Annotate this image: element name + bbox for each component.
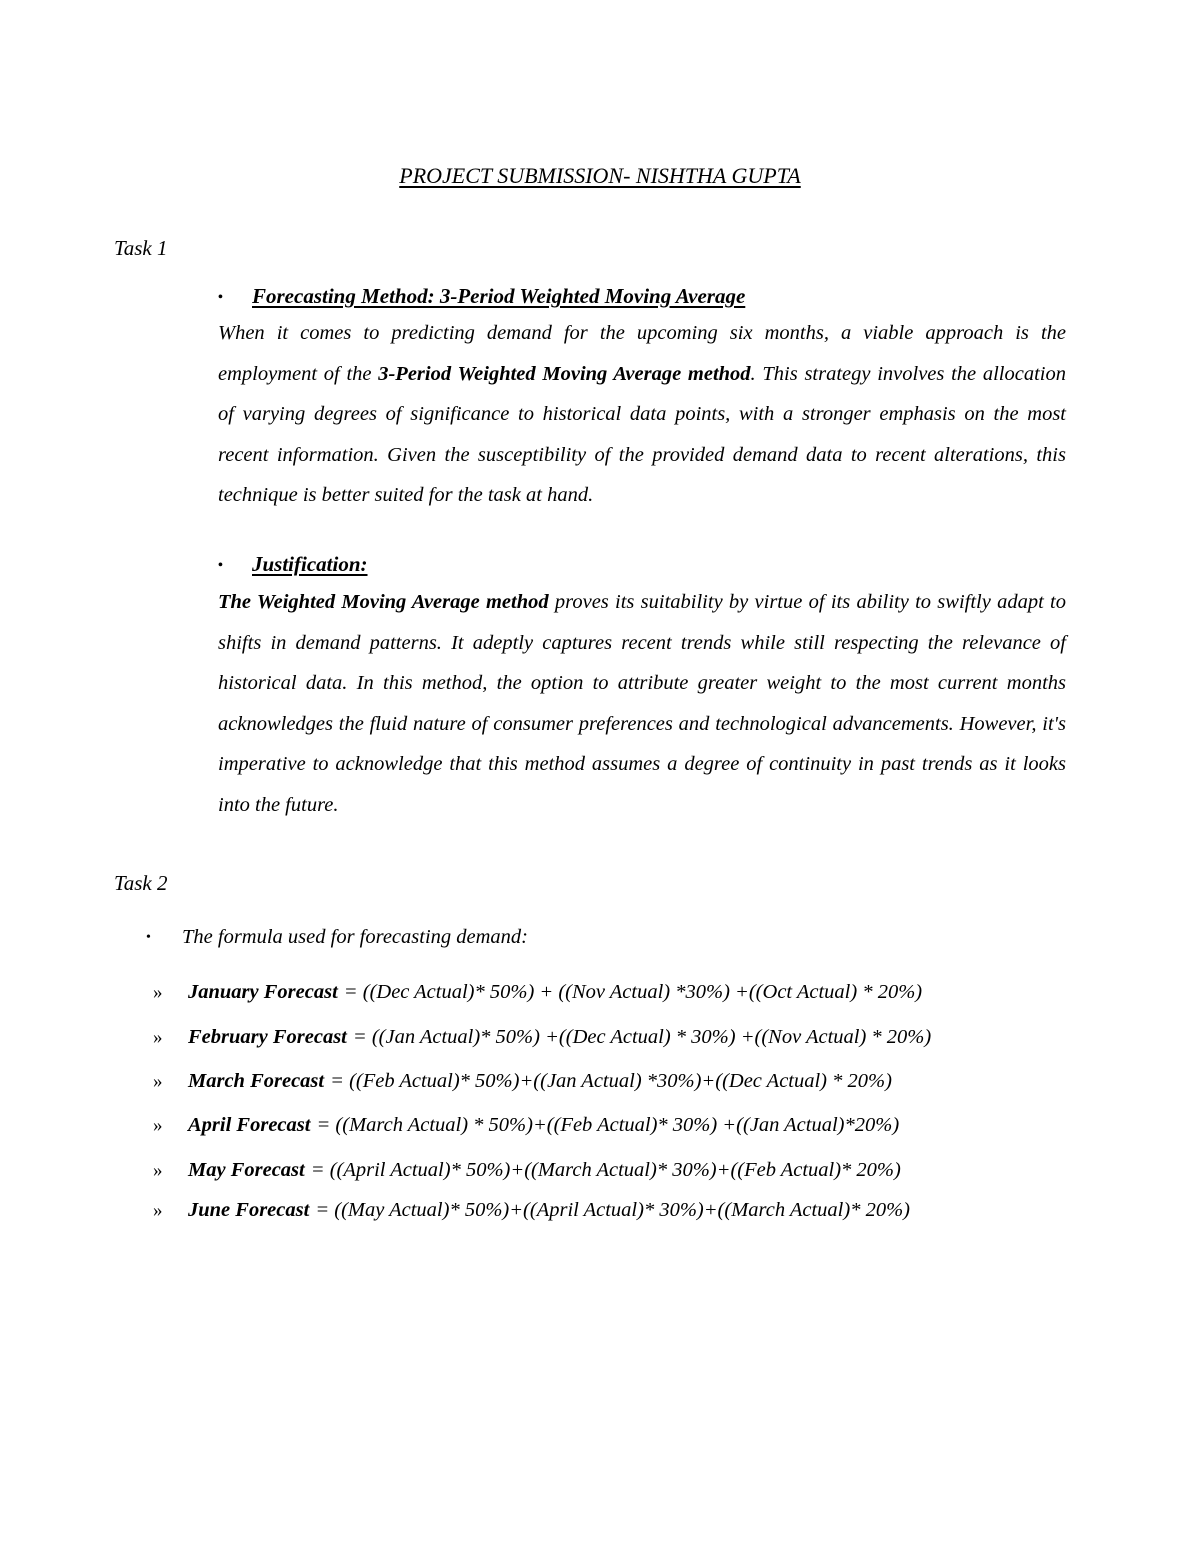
formula-february	[153, 1026, 931, 1049]
chevron-marker-icon: »	[153, 982, 163, 1003]
page-title: PROJECT SUBMISSION- NISHTHA GUPTA	[399, 163, 801, 188]
method-para-bold: 3-Period Weighted Moving Average method	[378, 362, 751, 385]
justification-heading	[218, 552, 368, 577]
formula-expression: = ((Jan Actual)* 50%) +((Dec Actual) * 30%) +((Nov Actual) * 20%)	[352, 1026, 932, 1048]
bullet-icon: •	[218, 558, 223, 573]
formula-name: March Forecast	[188, 1070, 325, 1092]
justification-para-text: proves its suitability by virtue of its ability to swiftly adapt to shifts in demand patterns. It adeptly captures recent trends while still respecting the relevance of historical data. In this method, the option to attribute greater weight to the most current months acknowledges the fluid nature of consumer preferences and technological advancements. However, it's imperative to acknowledge that this method assumes a degree of continuity in past trends as it looks into the future.	[218, 591, 1066, 816]
formula-may	[153, 1159, 901, 1182]
method-heading	[218, 284, 745, 309]
chevron-marker-icon: »	[153, 1160, 163, 1181]
task1-heading: Task 1	[114, 236, 168, 260]
formula-intro	[146, 926, 528, 949]
method-heading-text: Forecasting Method: 3-Period Weighted Moving Average	[252, 284, 746, 308]
justification-paragraph	[218, 582, 1066, 826]
method-para-text-2: . This strategy involves the allocation of varying degrees of significance to historical data points, with a stronger emphasis on the most recent information. Given the susceptibility of the provided demand data to recent alterations, this technique is better suited for the task at hand.	[218, 362, 1066, 507]
formula-expression: = ((April Actual)* 50%)+((March Actual)* 30%)+((Feb Actual)* 20%)	[310, 1159, 901, 1181]
formula-intro-text: The formula used for forecasting demand:	[182, 926, 529, 948]
justification-para-bold: The Weighted Moving Average method	[218, 591, 549, 613]
formula-name: May Forecast	[188, 1159, 305, 1181]
method-para-text-1: When it comes to predicting demand for the upcoming six months, a viable approach is the employment of the	[218, 322, 1066, 385]
formula-expression: = ((Feb Actual)* 50%)+((Jan Actual) *30%)+((Dec Actual) * 20%)	[330, 1070, 892, 1092]
chevron-marker-icon: »	[153, 1115, 163, 1136]
bullet-icon: •	[218, 290, 223, 305]
formula-expression: = ((Dec Actual)* 50%) + ((Nov Actual) *30%) +((Oct Actual) * 20%)	[343, 981, 923, 1003]
justification-heading-text: Justification:	[252, 552, 368, 576]
formula-expression: = ((May Actual)* 50%)+((April Actual)* 30%)+((March Actual)* 20%)	[315, 1199, 910, 1221]
bullet-icon: •	[146, 930, 151, 945]
formula-expression: = ((March Actual) * 50%)+((Feb Actual)* 30%) +((Jan Actual)*20%)	[316, 1114, 900, 1136]
formula-name: April Forecast	[188, 1114, 311, 1136]
method-paragraph	[218, 313, 1066, 516]
formula-name: February Forecast	[188, 1026, 347, 1048]
task2-heading: Task 2	[114, 871, 168, 895]
formula-june	[153, 1199, 910, 1222]
formula-name: January Forecast	[188, 981, 338, 1003]
chevron-marker-icon: »	[153, 1027, 163, 1048]
formula-name: June Forecast	[188, 1199, 310, 1221]
formula-march	[153, 1070, 892, 1093]
chevron-marker-icon: »	[153, 1071, 163, 1092]
formula-april	[153, 1114, 899, 1137]
chevron-marker-icon: »	[153, 1200, 163, 1221]
formula-january	[153, 981, 922, 1004]
